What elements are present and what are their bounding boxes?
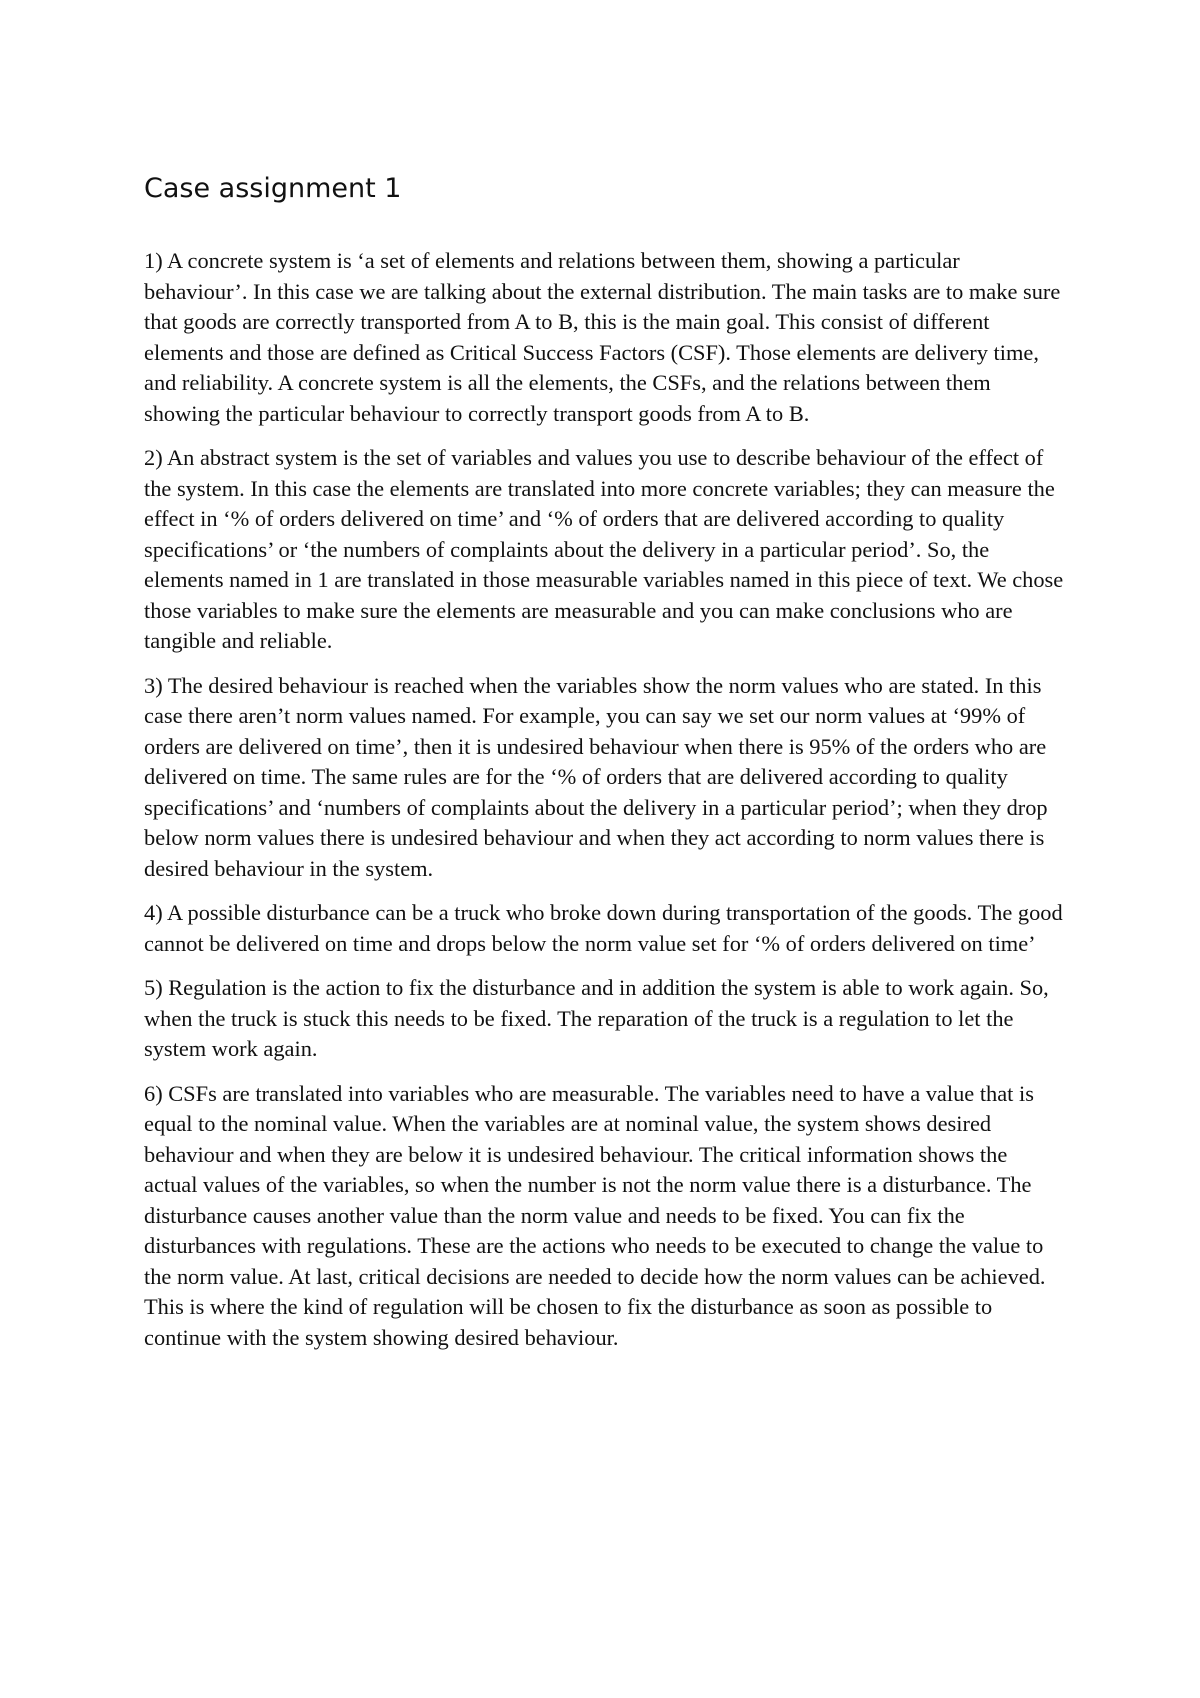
paragraph-concrete-system: 1) A concrete system is ‘a set of elements and relations between them, showing a particular behaviour’. In this case we are talking about the external distribution. The main tasks are to make sure that goods are correctly transported from A to B, this is the main goal. This consist of different elements and those are defined as Critical Success Factors (CSF). Those elements are delivery time, and reliability. A concrete system is all the elements, the CSFs, and the relations between them showing the particular behaviour to correctly transport goods from A to B. [144, 248, 1061, 426]
paragraph-abstract-system: 2) An abstract system is the set of variables and values you use to describe behaviour of the effect of the system. In this case the elements are translated into more concrete variables; they can measure the effect in ‘% of orders delivered on time’ and ‘% of orders that are delivered according to quality specifications’ or ‘the numbers of complaints about the delivery in a particular period’. So, the elements named in 1 are translated in those measurable variables named in this piece of text. We chose those variables to make sure the elements are measurable and you can make conclusions who are tangible and reliable. [144, 445, 1064, 653]
paragraph-regulation: 5) Regulation is the action to fix the disturbance and in addition the system is able to work again. So, when the truck is stuck this needs to be fixed. The reparation of the truck is a regulation to let the system work again. [144, 975, 1049, 1061]
document-body [144, 172, 1066, 1367]
paragraph-disturbance: 4) A possible disturbance can be a truck who broke down during transportation of the goods. The good cannot be delivered on time and drops below the norm value set for ‘% of orders delivered on time’ [144, 900, 1063, 956]
paragraph-desired-behaviour: 3) The desired behaviour is reached when the variables show the norm values who are stated. In this case there aren’t norm values named. For example, you can say we set our norm values at ‘99% of orders are delivered on time’, then it is undesired behaviour when there is 95% of the orders who are delivered on time. The same rules are for the ‘% of orders that are delivered according to quality specifications’ and ‘numbers of complaints about the delivery in a particular period’; when they drop below norm values there is undesired behaviour and when they act according to norm values there is desired behaviour in the system. [144, 672, 1048, 881]
document-title: Case assignment 1 [144, 173, 402, 204]
paragraph-csf-summary: 6) CSFs are translated into variables who are measurable. The variables need to have a value that is equal to the nominal value. When the variables are at nominal value, the system shows desired behaviour and when they are below it is undesired behaviour. The critical information shows the actual values of the variables, so when the number is not the norm value there is a disturbance. The disturbance causes another value than the norm value and needs to be fixed. You can fix the disturbances with regulations. These are the actions who needs to be executed to change the value to the norm value. At last, critical decisions are needed to decide how the norm values can be achieved. This is where the kind of regulation will be chosen to fix the disturbance as soon as possible to continue with the system showing desired behaviour. [144, 1080, 1046, 1350]
